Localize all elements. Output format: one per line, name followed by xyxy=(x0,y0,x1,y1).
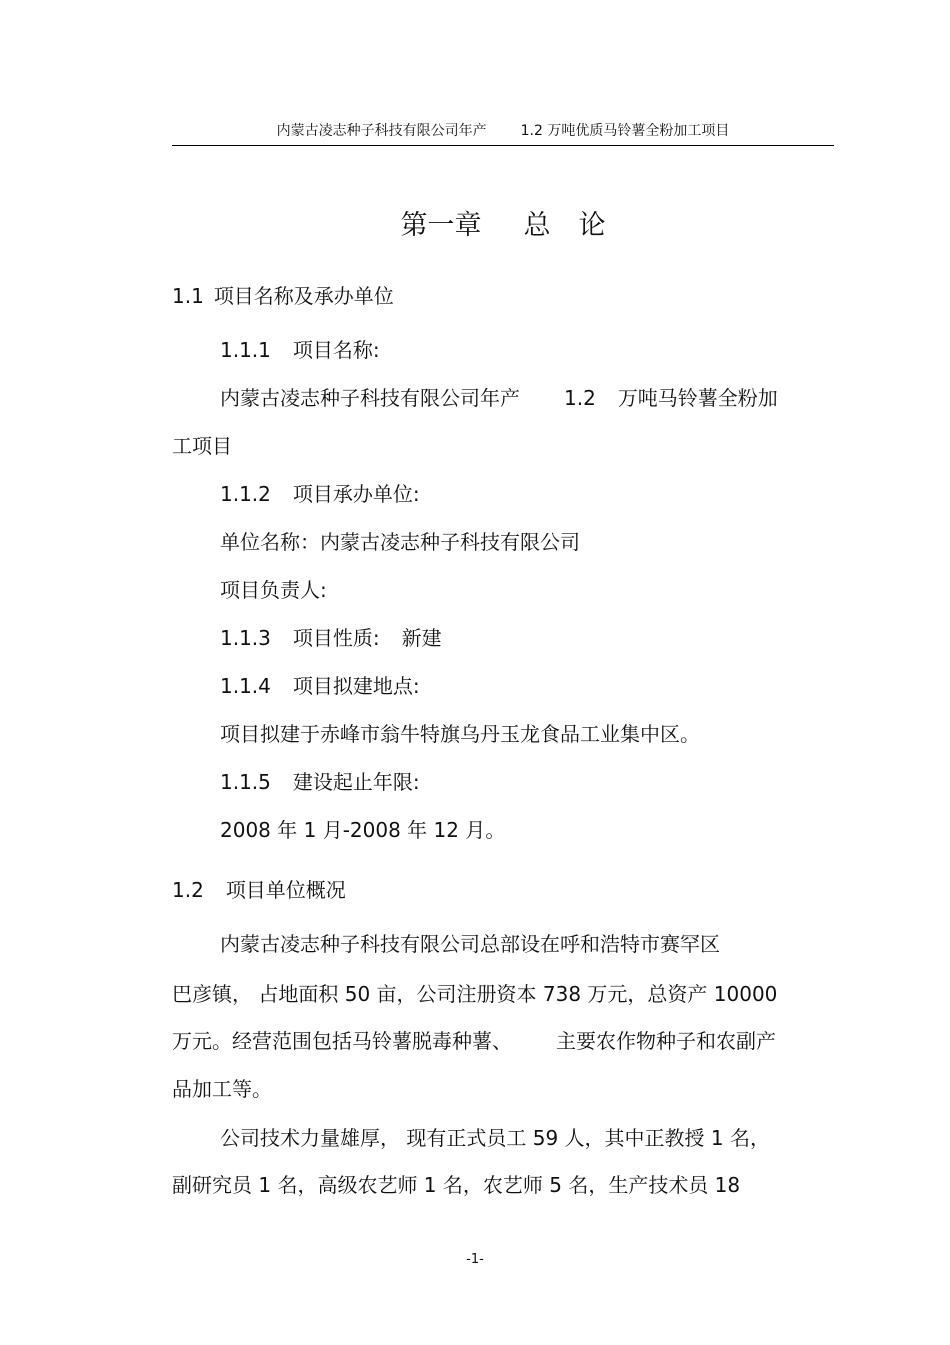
overview-p1-line-3 xyxy=(172,1027,776,1055)
project-name-line-1 xyxy=(220,384,778,412)
section-1-1-heading xyxy=(172,282,394,310)
running-header xyxy=(172,120,834,140)
section-1-1-4-heading xyxy=(220,672,420,700)
header-right: 1.2 万吨优质马铃薯全粉加工项目 xyxy=(520,123,730,139)
overview-p2-line-1: 公司技术力量雄厚， 现有正式员工 59 人，其中正教授 1 名， xyxy=(220,1126,770,1150)
section-number: 1.2 xyxy=(172,878,204,902)
construction-period: 2008 年 1 月-2008 年 12 月。 xyxy=(220,818,506,842)
section-1-1-2-heading xyxy=(220,480,420,508)
section-number: 1.1 xyxy=(172,284,204,308)
section-1-2-heading xyxy=(172,876,346,904)
project-name-line-2: 工项目 xyxy=(172,434,232,458)
chapter-label: 第一章 xyxy=(400,210,482,241)
site-location: 项目拟建于赤峰市翁牛特旗乌丹玉龙食品工业集中区。 xyxy=(220,722,700,746)
section-number: 1.1.2 xyxy=(220,482,271,506)
overview-p1-line-2: 巴彦镇， 占地面积 50 亩，公司注册资本 738 万元，总资产 10000 xyxy=(172,982,778,1006)
project-leader: 项目负责人: xyxy=(220,578,327,602)
section-number: 1.1.1 xyxy=(220,338,271,362)
section-title: 项目单位概况 xyxy=(225,878,346,902)
overview-p1-line-4: 品加工等。 xyxy=(172,1077,272,1101)
section-title: 项目名称: xyxy=(292,338,380,362)
project-name-part-a: 内蒙古凌志种子科技有限公司年产 xyxy=(220,386,520,410)
project-name-part-b: 1.2 xyxy=(564,386,596,410)
chapter-title-char-1: 总 xyxy=(523,210,551,241)
section-1-1-5-heading xyxy=(220,768,420,796)
section-title: 项目名称及承办单位 xyxy=(213,284,394,308)
section-number: 1.1.3 xyxy=(220,626,271,650)
chapter-title-char-2: 论 xyxy=(578,210,606,241)
project-name-part-c: 万吨马铃薯全粉加 xyxy=(617,386,778,410)
section-title: 项目性质: xyxy=(292,626,380,650)
header-left: 内蒙古凌志种子科技有限公司年产 xyxy=(276,123,487,139)
overview-p1-line-1: 内蒙古凌志种子科技有限公司总部设在呼和浩特市赛罕区 xyxy=(220,932,720,956)
page-number: -1- xyxy=(466,1252,484,1267)
chapter-title xyxy=(172,203,834,242)
overview-p2-line-2: 副研究员 1 名，高级农艺师 1 名，农艺师 5 名，生产技术员 18 xyxy=(172,1173,741,1197)
overview-p1-line-3-part-a: 万元。经营范围包括马铃薯脱毒种薯、 xyxy=(172,1029,512,1053)
section-title: 项目拟建地点: xyxy=(292,674,420,698)
section-title: 建设起止年限: xyxy=(292,770,420,794)
section-number: 1.1.4 xyxy=(220,674,271,698)
project-nature-value: 新建 xyxy=(401,626,442,650)
overview-p1-line-3-part-b: 主要农作物种子和农副产 xyxy=(556,1029,776,1053)
section-1-1-1-heading xyxy=(220,336,380,364)
section-title: 项目承办单位: xyxy=(292,482,420,506)
header-rule xyxy=(172,145,834,146)
section-number: 1.1.5 xyxy=(220,770,271,794)
unit-name: 单位名称：内蒙古凌志种子科技有限公司 xyxy=(220,530,580,554)
section-1-1-3-heading xyxy=(220,624,442,652)
